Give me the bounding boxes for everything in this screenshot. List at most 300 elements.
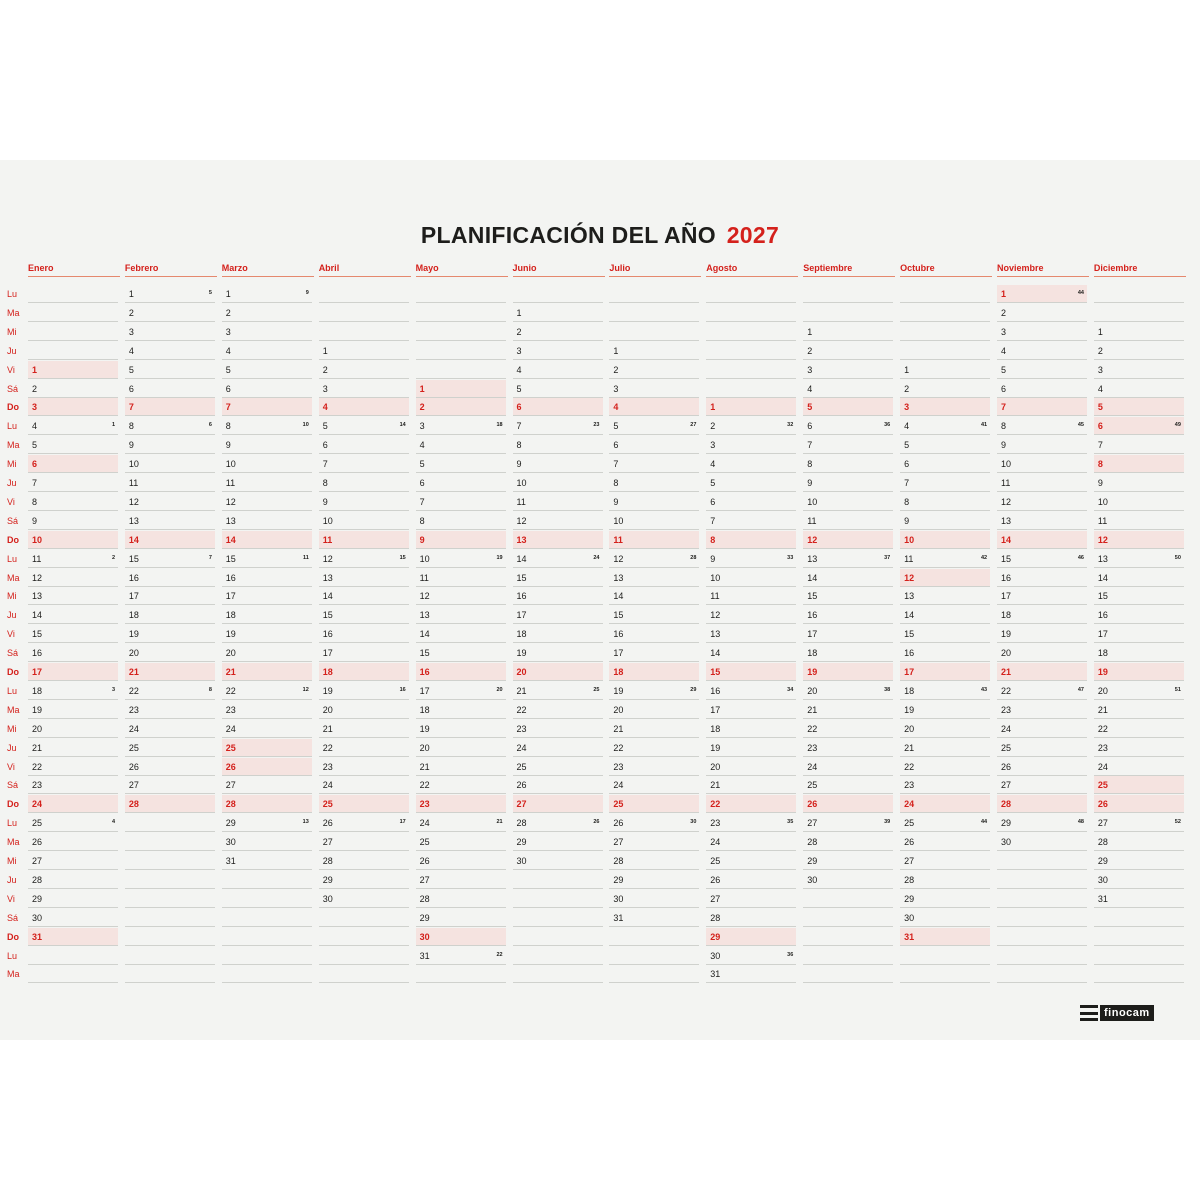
day-cell[interactable] [997,342,1087,360]
day-cell[interactable] [609,436,699,454]
day-cell[interactable] [28,398,118,416]
day-cell[interactable] [416,474,506,492]
day-cell[interactable] [28,701,118,719]
day-cell[interactable] [125,361,215,379]
day-cell[interactable] [609,644,699,662]
day-cell[interactable] [319,739,409,757]
day-cell[interactable] [900,398,990,416]
day-cell[interactable] [222,398,312,416]
day-cell[interactable] [416,758,506,776]
day-cell[interactable] [222,852,312,870]
day-cell[interactable] [609,814,699,832]
day-cell[interactable] [997,625,1087,643]
day-cell[interactable] [609,550,699,568]
day-cell[interactable] [513,852,603,870]
day-cell[interactable] [28,569,118,587]
day-cell[interactable] [609,795,699,813]
day-cell[interactable] [803,644,893,662]
day-cell[interactable] [900,361,990,379]
day-cell[interactable] [706,758,796,776]
day-cell[interactable] [997,701,1087,719]
day-cell[interactable] [706,909,796,927]
day-cell[interactable] [997,436,1087,454]
day-cell[interactable] [1094,474,1184,492]
day-cell[interactable] [416,852,506,870]
day-cell[interactable] [900,814,990,832]
day-cell[interactable] [416,531,506,549]
day-cell[interactable] [222,644,312,662]
day-cell[interactable] [513,833,603,851]
day-cell[interactable] [513,776,603,794]
day-cell[interactable] [416,871,506,889]
day-cell[interactable] [803,569,893,587]
day-cell[interactable] [222,776,312,794]
day-cell[interactable] [125,474,215,492]
day-cell[interactable] [125,720,215,738]
day-cell[interactable] [997,606,1087,624]
day-cell[interactable] [609,531,699,549]
day-cell[interactable] [125,531,215,549]
day-cell[interactable] [222,304,312,322]
day-cell[interactable] [900,474,990,492]
day-cell[interactable] [125,512,215,530]
day-cell[interactable] [803,663,893,681]
day-cell[interactable] [609,512,699,530]
day-cell[interactable] [997,493,1087,511]
day-cell[interactable] [28,474,118,492]
day-cell[interactable] [319,380,409,398]
day-cell[interactable] [803,776,893,794]
day-cell[interactable] [416,701,506,719]
day-cell[interactable] [28,890,118,908]
day-cell[interactable] [513,550,603,568]
day-cell[interactable] [513,474,603,492]
day-cell[interactable] [125,625,215,643]
day-cell[interactable] [28,814,118,832]
day-cell[interactable] [803,550,893,568]
day-cell[interactable] [513,398,603,416]
day-cell[interactable] [222,625,312,643]
day-cell[interactable] [803,606,893,624]
day-cell[interactable] [319,663,409,681]
day-cell[interactable] [319,682,409,700]
day-cell[interactable] [28,455,118,473]
day-cell[interactable] [900,890,990,908]
day-cell[interactable] [513,663,603,681]
day-cell[interactable] [609,739,699,757]
day-cell[interactable] [28,871,118,889]
day-cell[interactable] [222,531,312,549]
day-cell[interactable] [319,361,409,379]
day-cell[interactable] [28,928,118,946]
day-cell[interactable] [222,550,312,568]
day-cell[interactable] [997,663,1087,681]
day-cell[interactable] [319,814,409,832]
day-cell[interactable] [319,550,409,568]
day-cell[interactable] [222,814,312,832]
day-cell[interactable] [222,380,312,398]
day-cell[interactable] [609,852,699,870]
day-cell[interactable] [803,398,893,416]
day-cell[interactable] [609,682,699,700]
day-cell[interactable] [28,625,118,643]
day-cell[interactable] [416,720,506,738]
day-cell[interactable] [416,739,506,757]
day-cell[interactable] [222,795,312,813]
day-cell[interactable] [319,871,409,889]
day-cell[interactable] [609,493,699,511]
day-cell[interactable] [28,776,118,794]
day-cell[interactable] [513,361,603,379]
day-cell[interactable] [1094,361,1184,379]
day-cell[interactable] [28,644,118,662]
day-cell[interactable] [319,493,409,511]
day-cell[interactable] [1094,776,1184,794]
day-cell[interactable] [28,587,118,605]
day-cell[interactable] [997,833,1087,851]
day-cell[interactable] [1094,795,1184,813]
day-cell[interactable] [1094,380,1184,398]
day-cell[interactable] [28,852,118,870]
day-cell[interactable] [803,701,893,719]
day-cell[interactable] [125,776,215,794]
day-cell[interactable] [803,417,893,435]
day-cell[interactable] [997,474,1087,492]
day-cell[interactable] [900,436,990,454]
day-cell[interactable] [803,531,893,549]
day-cell[interactable] [900,550,990,568]
day-cell[interactable] [997,644,1087,662]
day-cell[interactable] [513,512,603,530]
day-cell[interactable] [803,474,893,492]
day-cell[interactable] [706,512,796,530]
day-cell[interactable] [416,644,506,662]
day-cell[interactable] [1094,871,1184,889]
day-cell[interactable] [706,871,796,889]
day-cell[interactable] [609,417,699,435]
day-cell[interactable] [900,682,990,700]
day-cell[interactable] [706,531,796,549]
day-cell[interactable] [1094,852,1184,870]
day-cell[interactable] [900,871,990,889]
day-cell[interactable] [803,455,893,473]
day-cell[interactable] [900,493,990,511]
day-cell[interactable] [125,436,215,454]
day-cell[interactable] [28,909,118,927]
day-cell[interactable] [416,909,506,927]
day-cell[interactable] [706,814,796,832]
day-cell[interactable] [319,512,409,530]
day-cell[interactable] [706,474,796,492]
day-cell[interactable] [1094,569,1184,587]
day-cell[interactable] [28,663,118,681]
day-cell[interactable] [416,890,506,908]
day-cell[interactable] [706,569,796,587]
day-cell[interactable] [125,587,215,605]
day-cell[interactable] [900,587,990,605]
day-cell[interactable] [803,758,893,776]
day-cell[interactable] [1094,625,1184,643]
day-cell[interactable] [513,455,603,473]
day-cell[interactable] [513,531,603,549]
day-cell[interactable] [222,833,312,851]
day-cell[interactable] [900,795,990,813]
day-cell[interactable] [28,493,118,511]
day-cell[interactable] [222,758,312,776]
day-cell[interactable] [900,455,990,473]
day-cell[interactable] [706,663,796,681]
day-cell[interactable] [706,795,796,813]
day-cell[interactable] [416,436,506,454]
day-cell[interactable] [1094,682,1184,700]
day-cell[interactable] [513,720,603,738]
day-cell[interactable] [997,550,1087,568]
day-cell[interactable] [125,682,215,700]
day-cell[interactable] [513,417,603,435]
day-cell[interactable] [803,795,893,813]
day-cell[interactable] [609,701,699,719]
day-cell[interactable] [803,587,893,605]
day-cell[interactable] [706,776,796,794]
day-cell[interactable] [125,398,215,416]
day-cell[interactable] [803,625,893,643]
day-cell[interactable] [609,663,699,681]
day-cell[interactable] [28,739,118,757]
day-cell[interactable] [900,833,990,851]
day-cell[interactable] [125,569,215,587]
day-cell[interactable] [513,606,603,624]
day-cell[interactable] [706,739,796,757]
day-cell[interactable] [416,455,506,473]
day-cell[interactable] [28,512,118,530]
day-cell[interactable] [706,682,796,700]
day-cell[interactable] [706,436,796,454]
day-cell[interactable] [1094,587,1184,605]
day-cell[interactable] [609,625,699,643]
day-cell[interactable] [416,512,506,530]
day-cell[interactable] [803,852,893,870]
day-cell[interactable] [416,550,506,568]
day-cell[interactable] [125,701,215,719]
day-cell[interactable] [513,814,603,832]
day-cell[interactable] [1094,455,1184,473]
day-cell[interactable] [900,758,990,776]
day-cell[interactable] [997,795,1087,813]
day-cell[interactable] [900,852,990,870]
day-cell[interactable] [222,720,312,738]
day-cell[interactable] [222,417,312,435]
day-cell[interactable] [222,436,312,454]
day-cell[interactable] [513,644,603,662]
day-cell[interactable] [706,701,796,719]
day-cell[interactable] [997,531,1087,549]
day-cell[interactable] [706,965,796,983]
day-cell[interactable] [609,569,699,587]
day-cell[interactable] [1094,833,1184,851]
day-cell[interactable] [997,776,1087,794]
day-cell[interactable] [125,285,215,303]
day-cell[interactable] [997,682,1087,700]
day-cell[interactable] [416,814,506,832]
day-cell[interactable] [609,758,699,776]
day-cell[interactable] [319,531,409,549]
day-cell[interactable] [416,776,506,794]
day-cell[interactable] [609,871,699,889]
day-cell[interactable] [416,625,506,643]
day-cell[interactable] [997,304,1087,322]
day-cell[interactable] [1094,512,1184,530]
day-cell[interactable] [1094,323,1184,341]
day-cell[interactable] [706,852,796,870]
day-cell[interactable] [803,493,893,511]
day-cell[interactable] [706,947,796,965]
day-cell[interactable] [997,380,1087,398]
day-cell[interactable] [997,569,1087,587]
day-cell[interactable] [900,776,990,794]
day-cell[interactable] [997,512,1087,530]
day-cell[interactable] [900,909,990,927]
day-cell[interactable] [1094,644,1184,662]
day-cell[interactable] [1094,606,1184,624]
day-cell[interactable] [222,342,312,360]
day-cell[interactable] [125,550,215,568]
day-cell[interactable] [513,701,603,719]
day-cell[interactable] [803,436,893,454]
day-cell[interactable] [319,436,409,454]
day-cell[interactable] [513,739,603,757]
day-cell[interactable] [900,380,990,398]
day-cell[interactable] [900,531,990,549]
day-cell[interactable] [319,606,409,624]
day-cell[interactable] [28,361,118,379]
day-cell[interactable] [1094,436,1184,454]
day-cell[interactable] [997,323,1087,341]
day-cell[interactable] [319,625,409,643]
day-cell[interactable] [803,720,893,738]
day-cell[interactable] [900,606,990,624]
day-cell[interactable] [513,682,603,700]
day-cell[interactable] [1094,739,1184,757]
day-cell[interactable] [900,720,990,738]
day-cell[interactable] [319,455,409,473]
day-cell[interactable] [706,720,796,738]
day-cell[interactable] [1094,758,1184,776]
day-cell[interactable] [28,380,118,398]
day-cell[interactable] [319,852,409,870]
day-cell[interactable] [706,493,796,511]
day-cell[interactable] [900,512,990,530]
day-cell[interactable] [1094,663,1184,681]
day-cell[interactable] [319,587,409,605]
day-cell[interactable] [319,417,409,435]
day-cell[interactable] [706,625,796,643]
day-cell[interactable] [416,569,506,587]
day-cell[interactable] [609,380,699,398]
day-cell[interactable] [28,531,118,549]
day-cell[interactable] [513,758,603,776]
day-cell[interactable] [1094,531,1184,549]
day-cell[interactable] [900,701,990,719]
day-cell[interactable] [900,928,990,946]
day-cell[interactable] [125,304,215,322]
day-cell[interactable] [125,758,215,776]
day-cell[interactable] [706,550,796,568]
day-cell[interactable] [125,739,215,757]
day-cell[interactable] [997,417,1087,435]
day-cell[interactable] [706,644,796,662]
day-cell[interactable] [513,795,603,813]
day-cell[interactable] [997,739,1087,757]
day-cell[interactable] [125,493,215,511]
day-cell[interactable] [513,323,603,341]
day-cell[interactable] [803,512,893,530]
day-cell[interactable] [416,947,506,965]
day-cell[interactable] [416,833,506,851]
day-cell[interactable] [319,398,409,416]
day-cell[interactable] [28,417,118,435]
day-cell[interactable] [319,776,409,794]
day-cell[interactable] [28,833,118,851]
day-cell[interactable] [609,833,699,851]
day-cell[interactable] [997,758,1087,776]
day-cell[interactable] [222,455,312,473]
day-cell[interactable] [222,474,312,492]
day-cell[interactable] [803,739,893,757]
day-cell[interactable] [997,398,1087,416]
day-cell[interactable] [28,758,118,776]
day-cell[interactable] [319,833,409,851]
day-cell[interactable] [803,380,893,398]
day-cell[interactable] [609,776,699,794]
day-cell[interactable] [706,587,796,605]
day-cell[interactable] [706,928,796,946]
day-cell[interactable] [319,720,409,738]
day-cell[interactable] [803,682,893,700]
day-cell[interactable] [900,417,990,435]
day-cell[interactable] [222,606,312,624]
day-cell[interactable] [997,361,1087,379]
day-cell[interactable] [28,436,118,454]
day-cell[interactable] [1094,701,1184,719]
day-cell[interactable] [706,398,796,416]
day-cell[interactable] [609,720,699,738]
day-cell[interactable] [222,493,312,511]
day-cell[interactable] [416,682,506,700]
day-cell[interactable] [125,663,215,681]
day-cell[interactable] [706,833,796,851]
day-cell[interactable] [416,795,506,813]
day-cell[interactable] [319,474,409,492]
day-cell[interactable] [900,739,990,757]
day-cell[interactable] [222,285,312,303]
day-cell[interactable] [803,871,893,889]
day-cell[interactable] [222,587,312,605]
day-cell[interactable] [609,342,699,360]
day-cell[interactable] [513,587,603,605]
day-cell[interactable] [1094,398,1184,416]
day-cell[interactable] [997,455,1087,473]
day-cell[interactable] [416,928,506,946]
day-cell[interactable] [416,417,506,435]
day-cell[interactable] [319,569,409,587]
day-cell[interactable] [416,493,506,511]
day-cell[interactable] [706,417,796,435]
day-cell[interactable] [1094,814,1184,832]
day-cell[interactable] [1094,417,1184,435]
day-cell[interactable] [222,739,312,757]
day-cell[interactable] [609,606,699,624]
day-cell[interactable] [416,606,506,624]
